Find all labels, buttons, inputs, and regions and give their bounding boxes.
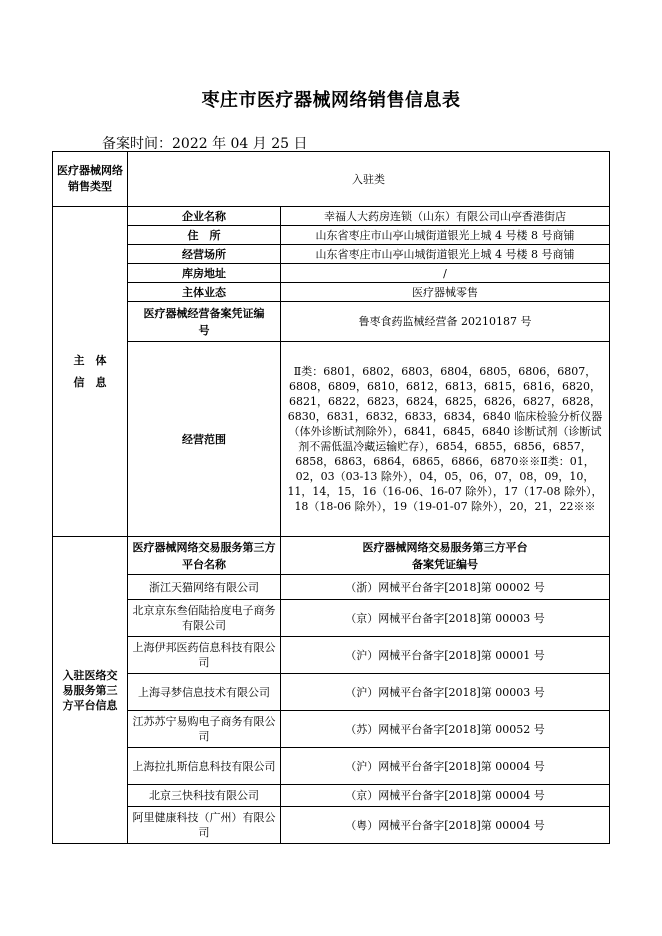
entity-row-value: 幸福人大药房连锁（山东）有限公司山亭香港街店: [281, 207, 610, 226]
entity-row: [53, 207, 610, 226]
entity-row: [53, 226, 610, 245]
platform-row: [53, 748, 610, 785]
entity-row-label: 经营场所: [128, 245, 281, 264]
type-value: 入驻类: [128, 152, 610, 207]
platform-section-label: 入驻医络交易服务第三方平台信息: [53, 537, 128, 844]
scope-row: [53, 342, 610, 537]
platform-row: [53, 600, 610, 637]
platform-row: [53, 575, 610, 600]
filing-date: 备案时间：2022 年 04 月 25 日: [102, 136, 308, 152]
platform-row: [53, 807, 610, 844]
entity-row: [53, 283, 610, 302]
platform-code: （浙）网械平台备字[2018]第 00002 号: [281, 575, 610, 600]
entity-row-value: 山东省枣庄市山亭山城街道银光上城 4 号楼 8 号商铺: [281, 245, 610, 264]
entity-section-label: 主 体 信 息: [53, 207, 128, 537]
platform-name: 浙江天猫网络有限公司: [128, 575, 281, 600]
entity-row-label: 库房地址: [128, 264, 281, 283]
platform-code: （苏）网械平台备字[2018]第 00052 号: [281, 711, 610, 748]
platform-name: 北京三快科技有限公司: [128, 785, 281, 807]
type-label: 医疗器械网络销售类型: [53, 152, 128, 207]
platform-name-header: 医疗器械网络交易服务第三方平台名称: [128, 537, 281, 575]
info-table: [52, 151, 610, 844]
entity-row-label: 主体业态: [128, 283, 281, 302]
platform-name: 上海寻梦信息技术有限公司: [128, 674, 281, 711]
platform-name: 上海拉扎斯信息科技有限公司: [128, 748, 281, 785]
platform-row: [53, 674, 610, 711]
type-row: [53, 152, 610, 207]
platform-row: [53, 711, 610, 748]
platform-code: （京）网械平台备字[2018]第 00003 号: [281, 600, 610, 637]
platform-name: 江苏苏宁易购电子商务有限公司: [128, 711, 281, 748]
platform-code: （沪）网械平台备字[2018]第 00004 号: [281, 748, 610, 785]
platform-name: 北京京东叁佰陆拾度电子商务有限公司: [128, 600, 281, 637]
entity-row-value: /: [281, 264, 610, 283]
entity-row-label: 住 所: [128, 226, 281, 245]
entity-row: [53, 302, 610, 342]
platform-name: 阿里健康科技（广州）有限公司: [128, 807, 281, 844]
platform-name: 上海伊邦医药信息科技有限公司: [128, 637, 281, 674]
platform-code-header: 医疗器械网络交易服务第三方平台备案凭证编号: [281, 537, 610, 575]
entity-row-value: 鲁枣食药监械经营备 20210187 号: [281, 302, 610, 342]
scope-label: 经营范围: [128, 342, 281, 537]
scope-text: Ⅱ类：6801，6802，6803，6804，6805，6806，6807，6808，6809，6810，6812，6813，6815，6816，6820，6821，6822，6823，6824，6825，6826，6827，6828，6830，6831，6832，6833，6834，6840 临床检验分析仪器（体外诊断试剂除外），6841，6845，6840 诊断试剂（诊断试剂不需低温冷藏运输贮存），6854，6855，6856，6857，6858，6863，6864，6865，6866，6870※※Ⅱ类：01，02，03（03-13 除外），04，05，06，07，08，09，10，11，14，15，16（16-06、16-07 除外），17（17-08 除外），18（18-06 除外），19（19-01-07 除外），20，21，22※※: [281, 342, 610, 537]
platform-code: （粤）网械平台备字[2018]第 00004 号: [281, 807, 610, 844]
entity-row-label: 企业名称: [128, 207, 281, 226]
entity-row: [53, 264, 610, 283]
entity-row: [53, 245, 610, 264]
platform-code: （沪）网械平台备字[2018]第 00001 号: [281, 637, 610, 674]
platform-row: [53, 785, 610, 807]
platform-code: （沪）网械平台备字[2018]第 00003 号: [281, 674, 610, 711]
platform-header-row: [53, 537, 610, 575]
platform-row: [53, 637, 610, 674]
platform-code: （京）网械平台备字[2018]第 00004 号: [281, 785, 610, 807]
entity-row-label: 医疗器械经营备案凭证编号: [128, 302, 281, 342]
entity-row-value: 山东省枣庄市山亭山城街道银光上城 4 号楼 8 号商铺: [281, 226, 610, 245]
document-title: 枣庄市医疗器械网络销售信息表: [201, 90, 461, 111]
entity-row-value: 医疗器械零售: [281, 283, 610, 302]
